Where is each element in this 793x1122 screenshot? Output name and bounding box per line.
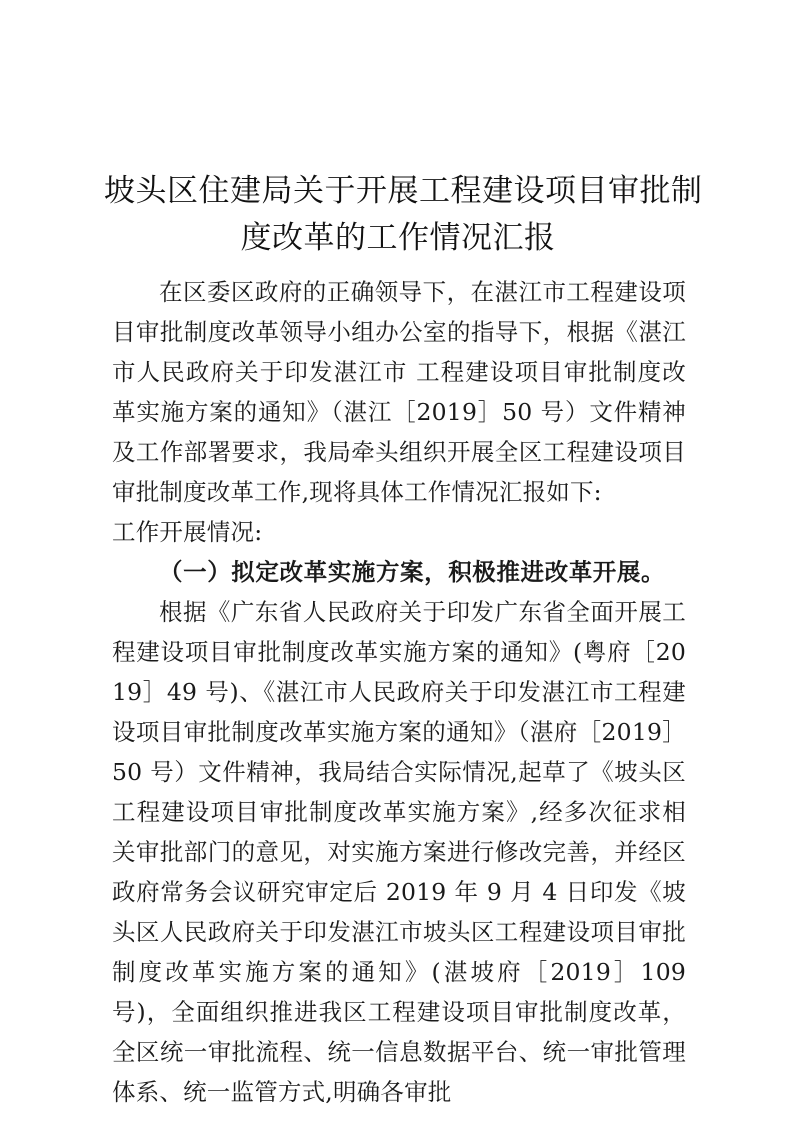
document-body xyxy=(112,272,686,1112)
paragraph-body-1: 根据《广东省人民政府关于印发广东省全面开展工程建设项目审批制度改革实施方案的通知》(粤府［2019］49 号)、《湛江市人民政府关于印发湛江市工程建设项目审批制度改革实施方案的通知》（湛府［2019］50 号）文件精神，我局结合实际情况,起草了《坡头区工程建设项目审批制度改革实施方案》,经多次征求相关审批部门的意见，对实施方案进行修改完善，并经区政府常务会议研究审定后 2019 年 9 月 4 日印发《坡头区人民政府关于印发湛江市坡头区工程建设项目审批制度改革实施方案的通知》(湛坡府［2019］109 号)，全面组织推进我区工程建设项目审批制度改革，全区统一审批流程、统一信息数据平台、统一审批管理体系、统一监管方式,明确各审批 xyxy=(112,598,686,1106)
paragraph-section-label: 工作开展情况: xyxy=(112,518,263,546)
paragraph-intro: 在区委区政府的正确领导下，在湛江市工程建设项目审批制度改革领导小组办公室的指导下，根据《湛江市人民政府关于印发湛江市 工程建设项目审批制度改革实施方案的通知》（湛江［2019］50 号）文件精神及工作部署要求，我局牵头组织开展全区工程建设项目审批制度改革工作,现将具体工作情况汇报如下: xyxy=(112,278,686,506)
page-title-line-1: 坡头区住建局关于开展工程建设项目审批制 xyxy=(104,172,703,208)
page-title-line-2: 度改革的工作情况汇报 xyxy=(240,219,556,255)
paragraph-sub-heading-1: （一）拟定改革实施方案，积极推进改革开展。 xyxy=(159,558,666,586)
page-title xyxy=(104,167,703,261)
